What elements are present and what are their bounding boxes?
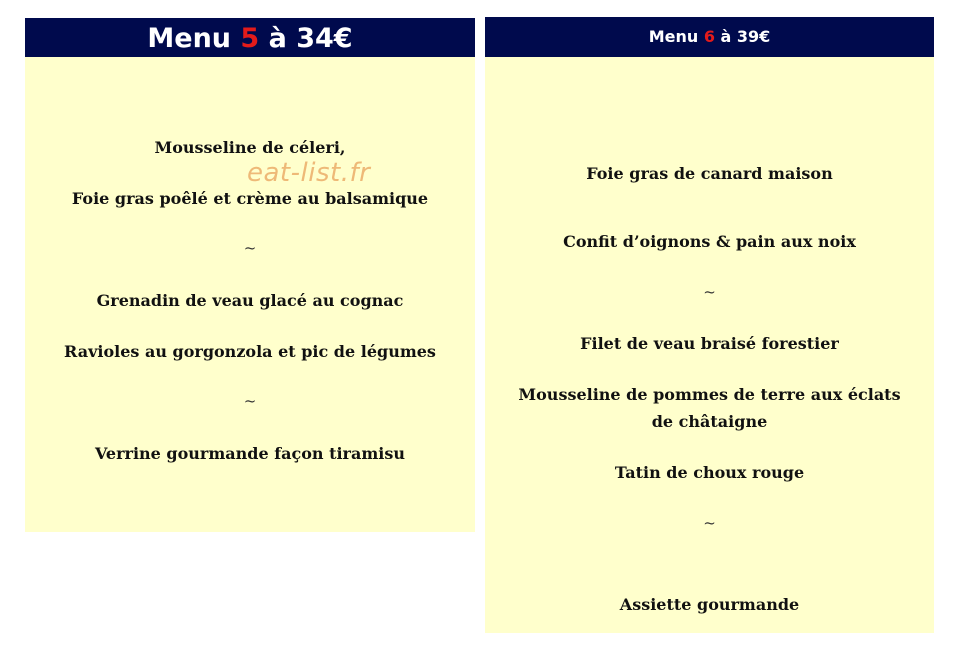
menu-5-title-prefix: Menu: [147, 23, 241, 54]
menu-5-item: Foie gras poêlé et crème au balsamique: [71, 189, 429, 208]
menu-6-item: Assiette gourmande: [619, 595, 800, 614]
menu-6-header: [485, 17, 934, 57]
menu-5-item: Mousseline de céleri,: [154, 138, 346, 157]
watermark-logo: eat-list.fr: [247, 158, 371, 188]
menu-5-separator: ~: [243, 239, 257, 257]
menu-6-item: Confit d’oignons & pain aux noix: [563, 232, 856, 251]
menu-5-number: 5: [240, 23, 260, 54]
menu-5-title-suffix: à 34€: [259, 23, 353, 54]
menu-6-separator: ~: [703, 283, 716, 301]
menu-6-card: [485, 17, 934, 633]
menu-6-separator: ~: [703, 514, 716, 532]
menu-6-title-prefix: Menu: [648, 27, 704, 46]
menu-5-card: [25, 18, 475, 532]
menu-6-item: Filet de veau braisé forestier: [580, 334, 839, 353]
menu-5-item: Ravioles au gorgonzola et pic de légumes: [64, 342, 436, 361]
menu-5-item: Grenadin de veau glacé au cognac: [96, 291, 404, 310]
menu-6-item: Foie gras de canard maison: [586, 164, 833, 183]
menu-6-item: Tatin de choux rouge: [614, 463, 805, 482]
menu-6-title-suffix: à 39€: [714, 27, 771, 46]
menu-6-number: 6: [703, 27, 715, 46]
menu-6-item: Mousseline de pommes de terre aux éclats de châtaigne: [518, 385, 901, 431]
menu-5-item: Verrine gourmande façon tiramisu: [94, 444, 405, 463]
menu-5-header: [25, 18, 475, 57]
menu-5-separator: ~: [243, 392, 257, 410]
